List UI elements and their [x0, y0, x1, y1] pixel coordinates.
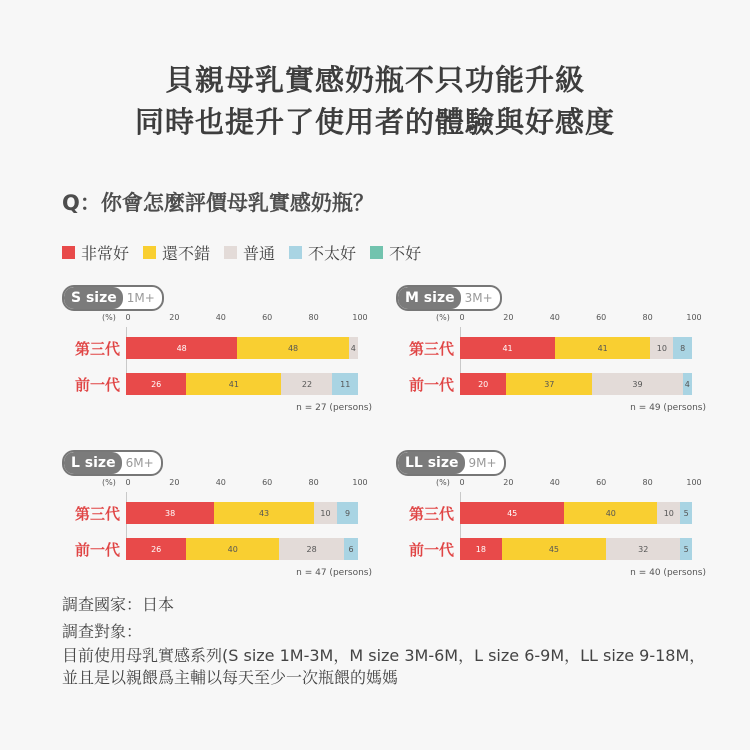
bar-segment: 32	[606, 538, 680, 560]
chart-panel	[396, 285, 706, 425]
age-label: 9M+	[468, 456, 497, 470]
axis-unit: (%)	[436, 478, 450, 487]
bar-segment: 38	[126, 502, 214, 524]
bar-segment: 11	[332, 373, 358, 395]
legend-label: 非常好	[81, 244, 130, 263]
tick-label: 60	[596, 478, 607, 487]
size-badge	[62, 285, 164, 311]
sample-size: n = 49 (persons)	[630, 403, 706, 413]
bar-segment: 45	[460, 502, 564, 524]
size-label: M size	[398, 287, 461, 309]
chart-panel	[62, 285, 372, 425]
tick-label: 100	[352, 313, 368, 322]
bar-segment: 41	[460, 337, 555, 359]
legend-item	[370, 241, 421, 264]
bar-segment: 9	[337, 502, 358, 524]
tick-label: 100	[686, 478, 702, 487]
size-label: LL size	[398, 452, 465, 474]
axis-unit: (%)	[102, 478, 116, 487]
bar-segment: 48	[126, 337, 237, 359]
tick-label: 80	[642, 313, 653, 322]
bar-segment: 40	[186, 538, 279, 560]
bar-segment: 5	[680, 538, 692, 560]
row-label: 前一代	[408, 376, 454, 394]
axis-unit: (%)	[436, 313, 450, 322]
row-label: 第三代	[408, 505, 454, 523]
bar-segment: 41	[555, 337, 650, 359]
legend-label: 不好	[389, 244, 422, 263]
legend-label: 還不錯	[162, 244, 211, 263]
tick-label: 20	[503, 313, 514, 322]
bar-segment: 10	[657, 502, 680, 524]
tick-label: 20	[169, 478, 180, 487]
chart-panel	[396, 450, 706, 590]
legend-item	[143, 241, 210, 264]
tick-label: 40	[215, 478, 226, 487]
bar-segment: 10	[650, 337, 673, 359]
legend-label: 不太好	[308, 244, 357, 263]
tick-label: 60	[262, 313, 273, 322]
footnote-subject: 調查對象：	[62, 622, 143, 641]
bar-segment: 26	[126, 538, 186, 560]
legend-swatch	[62, 246, 75, 259]
bar-segment: 10	[314, 502, 337, 524]
tick-label: 40	[215, 313, 226, 322]
bar-segment: 8	[673, 337, 692, 359]
sample-size: n = 40 (persons)	[630, 568, 706, 578]
tick-label: 0	[125, 313, 131, 322]
bar-segment: 26	[126, 373, 186, 395]
size-label: L size	[64, 452, 122, 474]
bar-segment: 43	[214, 502, 314, 524]
bar-segment: 18	[460, 538, 502, 560]
tick-label: 100	[352, 478, 368, 487]
legend	[62, 241, 435, 264]
tick-label: 80	[308, 313, 319, 322]
age-label: 1M+	[126, 291, 155, 305]
age-label: 3M+	[464, 291, 493, 305]
size-label: S size	[64, 287, 123, 309]
legend-swatch	[289, 246, 302, 259]
bar-segment: 4	[683, 373, 692, 395]
footnote-detail-2: 並且是以親餵爲主輔以每天至少一次瓶餵的媽媽	[62, 668, 399, 687]
sample-size: n = 27 (persons)	[296, 403, 372, 413]
bar-segment: 41	[186, 373, 281, 395]
question: Q：你會怎麼評價母乳實感奶瓶？	[62, 191, 374, 215]
bar-segment: 37	[506, 373, 592, 395]
tick-label: 0	[459, 478, 465, 487]
row-label: 前一代	[408, 541, 454, 559]
bar-segment: 6	[344, 538, 358, 560]
tick-label: 100	[686, 313, 702, 322]
tick-label: 60	[262, 478, 273, 487]
axis-unit: (%)	[102, 313, 116, 322]
legend-label: 普通	[243, 244, 276, 263]
bar-segment: 48	[237, 337, 348, 359]
tick-label: 0	[125, 478, 131, 487]
tick-label: 60	[596, 313, 607, 322]
chart-panel	[62, 450, 372, 590]
footnote-country: 調查國家：日本	[62, 595, 175, 614]
bar-segment: 28	[279, 538, 344, 560]
bar-segment: 22	[281, 373, 332, 395]
title-line-1: 貝親母乳實感奶瓶不只功能升級	[164, 63, 585, 97]
row-label: 第三代	[74, 340, 120, 358]
sample-size: n = 47 (persons)	[296, 568, 372, 578]
tick-label: 80	[642, 478, 653, 487]
bar-segment: 45	[502, 538, 606, 560]
size-badge	[396, 285, 502, 311]
legend-item	[289, 241, 356, 264]
bar-segment: 4	[349, 337, 358, 359]
title-line-2: 同時也提升了使用者的體驗與好感度	[134, 105, 615, 139]
legend-swatch	[224, 246, 237, 259]
legend-item	[224, 241, 275, 264]
tick-label: 80	[308, 478, 319, 487]
size-badge	[396, 450, 506, 476]
tick-label: 40	[549, 478, 560, 487]
footnote-detail-1: 目前使用母乳實感系列(S size 1M-3M，M size 3M-6M，L size 6-9M，LL size 9-18M，	[62, 646, 706, 665]
bar-segment: 40	[564, 502, 657, 524]
tick-label: 0	[459, 313, 465, 322]
legend-item	[62, 241, 129, 264]
row-label: 前一代	[74, 541, 120, 559]
tick-label: 20	[503, 478, 514, 487]
row-label: 第三代	[74, 505, 120, 523]
legend-swatch	[370, 246, 383, 259]
bar-segment: 5	[680, 502, 692, 524]
tick-label: 40	[549, 313, 560, 322]
row-label: 第三代	[408, 340, 454, 358]
legend-swatch	[143, 246, 156, 259]
bar-segment: 39	[592, 373, 682, 395]
tick-label: 20	[169, 313, 180, 322]
bar-segment: 20	[460, 373, 506, 395]
size-badge	[62, 450, 163, 476]
row-label: 前一代	[74, 376, 120, 394]
age-label: 6M+	[125, 456, 154, 470]
